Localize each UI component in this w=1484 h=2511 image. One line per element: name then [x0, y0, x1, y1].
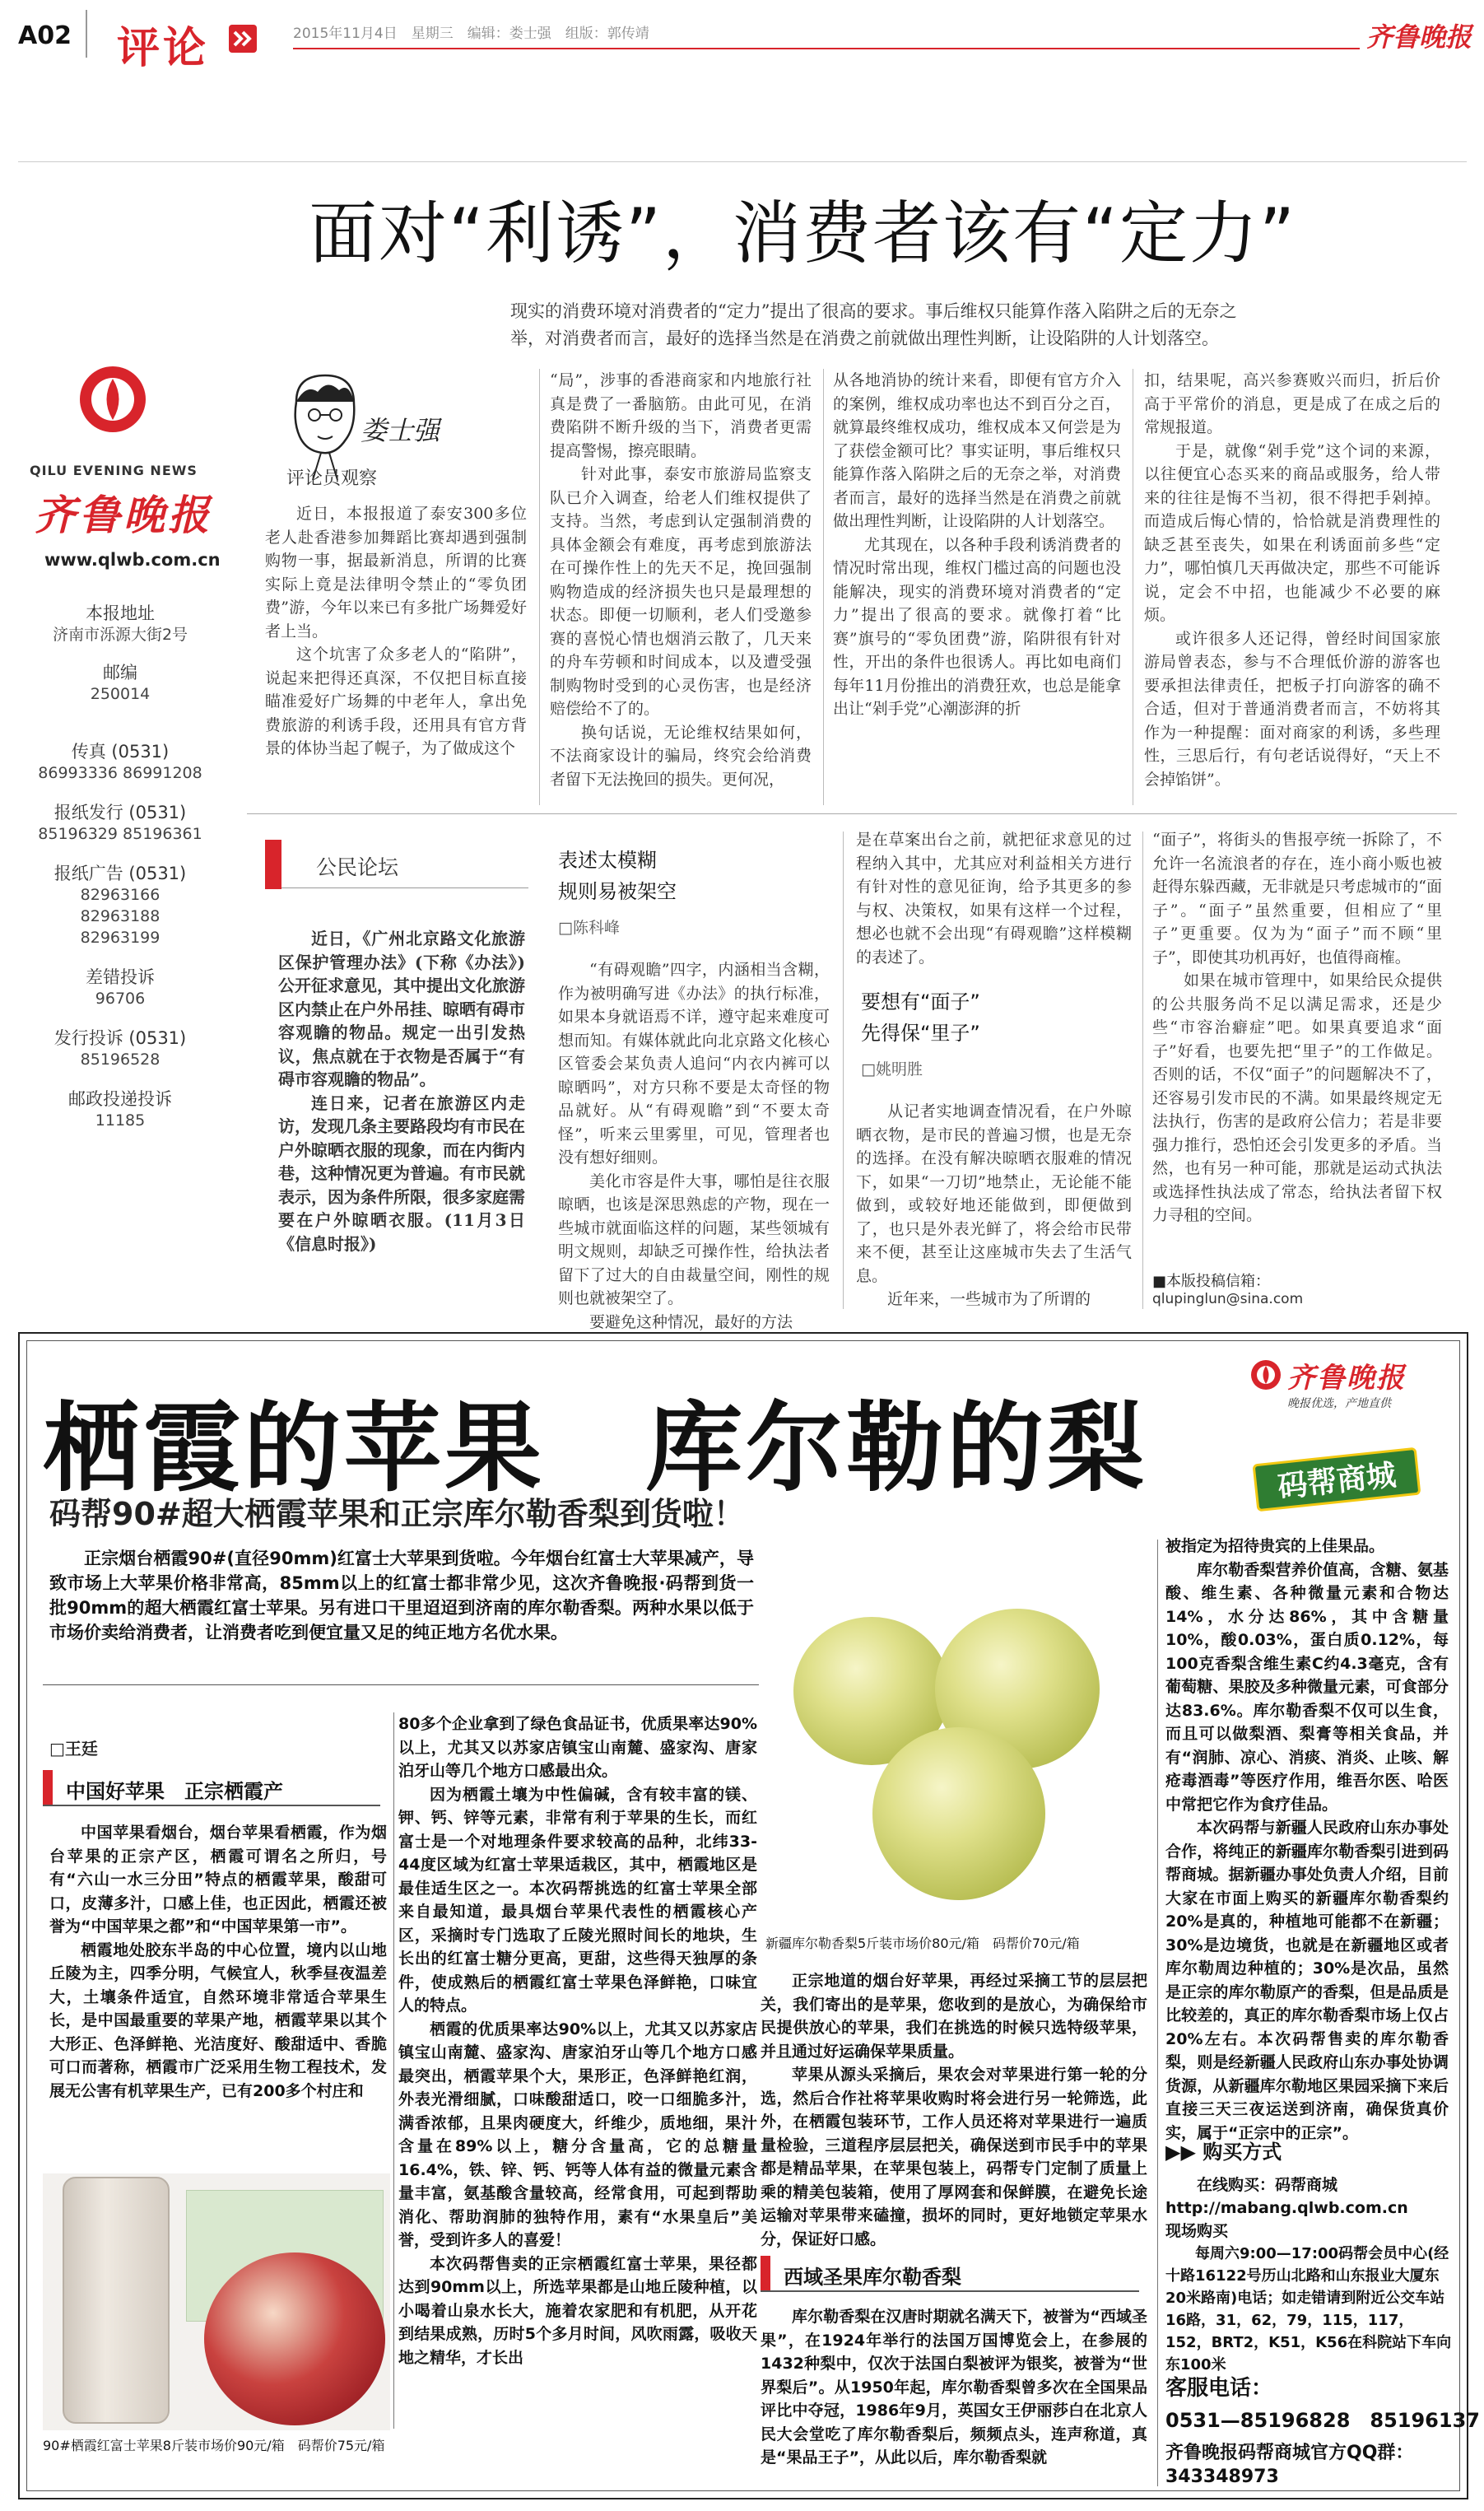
info-address: 本报地址 济南市泺源大街2号 — [52, 603, 188, 644]
forum-art2-body-2: 从记者实地调查情况看，在户外晾晒衣物，是市民的普遍习惯，也是无奈的选择。在没有解决晾晒衣服难的情况下，如果“一刀切”地禁止，无论能不能做到，或较好地还能做到，即便做到了，也只是外表光鲜了，将会给市民带来不便，甚至让这座城市失去了生活气息。 近年来，一些城市为了所谓的 — [856, 1102, 1132, 1308]
column-tag: 评论员观察 — [286, 468, 378, 489]
main-col-1: 近日，本报报道了泰安300多位老人赴香港参加舞蹈比赛却遇到强制购物一事，据最新消息，所谓的比赛实际上竟是法律明令禁止的“零负团费”游，今年以来已有多批广场舞爱好者上当。 这个坑害了众多老人的“陷阱”，说起来把得还真深，不仅把目标直接瞄准爱好广场舞的中老年人，拿出免费旅游的利诱手段，还用具有官方背景的体协当起了幌子，为了做成这个 — [265, 505, 527, 757]
ad-col4-body: 被指定为招待贵宾的上佳果品。 库尔勒香梨营养价值高，含糖、氨基酸、维生素、各种微量元素和合物达14%，水分达86%，其中含糖量10%，酸0.03%，蛋白质0.12%，每100克香梨含维生素C约4.3毫克，含有葡萄糖、果胶及多种微量元素，可食部分达83.6%。库尔勒香梨不仅可以生食，而且可以做梨酒、梨膏等相关食品，并有“润肺、凉心、消痰、消炎、止咳、解疮毒酒毒”等医疗作用，维吾尔医、哈医中常把它作为食疗佳品。 本次码帮与新疆人民政府山东办事处合作，将纯正的新疆库尔勒香梨引进到码帮商城。据新疆办事处负责人介绍，目前大家在市面上购买的新疆库尔勒香梨约20%是真的，种植地可能都不在新疆；30%是边境货，也就是在新疆地区或者库尔勒周边种植的；30%是次品，虽然是正宗的库尔勒原产的香梨，但是品质是比较差的，真正的库尔勒香梨市场上仅占20%左右。本次码帮售卖的库尔勒香梨，则是经新疆人民政府山东办事处协调货源，从新疆库尔勒地区果园采摘下来后直接三天三夜运送到济南，确保货真价实，属于“正宗中的正宗”。 — [1165, 1537, 1449, 2142]
ad-col3-body: 正宗地道的烟台好苹果，再经过采摘工节的层层把关，我们寄出的是苹果，您收到的是放心，为确保给市民提供放心的苹果，我们在挑选的时候只选特级苹果，并且通过好运确保苹果质量。 苹果从源头采摘后，果农会对苹果进行第一轮的分选，然后合作社将苹果收购时将会进行另一轮筛选，此外，在栖霞包装环节，工作人员还将对苹果进行一遍质量检验，三道程序层层把关，确保送到市民手中的苹果都是精品苹果，在苹果包装上，码帮专门定制了质量上乘的精美包装箱，使用了厚网套和保鲜膜，在避免长途运输对苹果带来磕撞，损坏的同时，更好地锁定苹果水分，保证好口感。 — [761, 1972, 1147, 2248]
forum-tag-rule — [281, 887, 528, 888]
brand-cn: 齐鲁晚报 — [35, 491, 212, 539]
purchase-section — [1165, 2137, 1454, 2376]
ad-sec1-body: 中国苹果看烟台，烟台苹果看栖霞，作为烟台苹果的正宗产区，栖霞可谓名之所归，号有“六山一水三分田”特点的栖霞苹果，酸甜可口，皮薄多汁，口感上佳，也正因此，栖霞还被誉为“中国苹果之都”和“中国苹果第一市”。 栖霞地处胶东半岛的中心位置，境内以山地丘陵为主，四季分明，气候宜人，秋季昼夜温差大，土壤条件适宜，自然环境非常适合苹果生长，是中国最重要的苹果产地，栖霞苹果以其个大形正、色泽鲜艳、光洁度好、酸甜适中、香脆可口而著称，栖霞市广泛采用生物工程技术，发展无公害有机苹果生产，已有200多个村庄和 — [49, 1824, 387, 2100]
col-divider-1 — [539, 369, 540, 805]
hotline-label: 客服电话： — [1165, 2376, 1273, 2401]
ad-divider-2 — [1157, 1540, 1158, 2486]
info-postal-complaints: 邮政投递投诉 11185 — [68, 1089, 172, 1130]
forum-art2-title: 要想有“面子” 先得保“里子” — [861, 990, 980, 1045]
header-rule — [293, 48, 1360, 49]
forum-lead: 近日，《广州北京路文化旅游区保护管理办法》(下称《办法》)公开征求意见，其中提出文化旅游区内禁止在户外吊挂、晾晒有碍市容观瞻的物品。规定一出引发热议，焦点就在于衣物是否属于“有碍市容观瞻的物品”。 连日来，记者在旅游区内走访，发现几条主要路段均有市民在户外晾晒衣服的现象，而在内街内巷，这种情况更为普遍。有市民就表示，因为条件所限，很多家庭需要在户外晾晒衣服。(11月3日《信息时报》) — [278, 929, 525, 1254]
forum-tag — [265, 840, 537, 889]
forum-art1-author: □陈科峰 — [558, 919, 620, 937]
ad-logo — [1249, 1355, 1447, 1454]
forum-mail-label: ■本版投稿信箱： — [1152, 1273, 1271, 1290]
purchase-online[interactable]: 在线购买：码帮商城 http://mabang.qlwb.com.cn — [1165, 2176, 1408, 2217]
ad-subtitle: 码帮90#超大栖霞苹果和正宗库尔勒香梨到货啦！ — [49, 1496, 745, 1532]
qq-number: 343348973 — [1165, 2467, 1279, 2487]
forum-tag-label: 公民论坛 — [316, 855, 399, 879]
forum-art1-title: 表述太模糊 规则易被架空 — [558, 849, 677, 903]
col-divider-2 — [823, 369, 824, 805]
info-delivery-complaints: 发行投诉 (0531) 85196528 — [53, 1028, 187, 1069]
mid-rule — [247, 813, 1457, 814]
apple-photo-caption: 90#栖霞红富士苹果8斤装市场价90元/箱 码帮价75元/箱 — [43, 2438, 385, 2453]
ad-divider-1 — [393, 1712, 394, 2429]
forum-art1-body: “有碍观瞻”四字，内涵相当含糊，作为被明确写进《办法》的执行标准，如果本身就语焉不详，遵守起来难度可想而知。有媒体就此向北京路文化核心区管委会某负责人追问“内衣内裤可以晾晒吗”，对方只称不要是太奇怪的物品就好。从“有碍观瞻”到“不要太奇怪”，听来云里雾里，可见，管理者也没有想好细则。 美化市容是件大事，哪怕是往衣服晾晒，也该是深思熟虑的产物，现在一些城市就面临这样的问题，某些领城有明文规则，却缺乏可操作性，给执法者留下了过大的自由裁量空间，刚性的规则也就被架空了。 要避免这种情况，最好的方法 — [558, 961, 830, 1331]
ad-sec1-bar — [43, 1770, 53, 1805]
author-signature: 娄士强 — [361, 415, 440, 446]
page-number: A02 — [18, 21, 72, 50]
info-distribution: 报纸发行 (0531) 85196329 85196361 — [38, 803, 202, 843]
ad-intro-rule — [43, 1684, 759, 1685]
forum-divider-1 — [843, 832, 844, 1309]
double-chevron-right-icon — [229, 25, 257, 53]
brand-en: QILU EVENING NEWS — [30, 463, 198, 478]
ad-sec1-title — [43, 1770, 380, 1806]
section-title: 评论 — [117, 24, 210, 73]
main-lead: 现实的消费环境对消费者的“定力”提出了很高的要求。事后维权只能算作落入陷阱之后的无奈之举，对消费者而言，最好的选择当然是在消费之前就做出理性判断，让设陷阱的人计划落空。 — [510, 301, 1237, 348]
pear-photo — [765, 1597, 1185, 1926]
masthead — [30, 362, 227, 1130]
hotline-number: 0531—85196828 85196137 — [1165, 2409, 1480, 2432]
forum-tag-bar — [265, 840, 281, 889]
info-fax: 传真 (0531) 86993336 86991208 — [38, 742, 202, 782]
header-meta: 2015年11月4日 星期三 编辑：娄士强 组版：郭传靖 — [293, 26, 649, 42]
header-divider — [86, 10, 87, 58]
pear-image-3 — [872, 1727, 1045, 1900]
forum-art3-body: “面子”，将街头的售报亭统一拆除了，不允许一名流浪者的存在，连小商小贩也被赶得东躲西藏，无非就是只考虑城市的“面子”。“面子”虽然重要，但相应了“里子”更重要。仅为为“面子”而不顾“里子”，即使其功机再好，也值得商榷。 如果在城市管理中，如果给民众提供的公共服务尚不足以满足需求，还是少些“市容治癖症”吧。如果真要追求“面子”好看，也要先把“里子”的工作做足。否则的话，不仅“面子”的问题解决不了，还容易引发市民的不满。如果最终规定无法执行，伤害的是政府公信力；若是非要强力推行，恐怕还会引发更多的矛盾。当然，也有另一种可能，那就是运动式执法或选择性执法成了常态，给执法者留下权力寻租的空间。 — [1152, 831, 1442, 1224]
ad-sec2-bar — [761, 2256, 770, 2290]
info-errors: 差错投诉 96706 — [86, 967, 155, 1008]
purchase-title: ▶▶ 购买方式 — [1165, 2141, 1282, 2164]
top-rule — [18, 161, 1467, 162]
ad-logo-sub: 晚报优选，产地直供 — [1287, 1397, 1391, 1410]
header-brand: 齐鲁晚报 — [1366, 21, 1472, 53]
main-col-2: “局”，涉事的香港商家和内地旅行社真是费了一番脑筋。由此可见，在消费陷阱不断升级的当下，消费者更需提高警惕，擦亮眼睛。 针对此事，泰安市旅游局监察支队已介入调查，给老人们维权提供了支持。当然，考虑到认定强制消费的具体金额会有难度，再考虑到旅游法在可操作性上的先天不足，挽回强制购物造成的经济损失也只是最理想的状态。即便一切顺利，老人们受邀参赛的喜悦心情也烟消云散了，几天来的舟车劳顿和时间成本，以及遭受强制购物时受到的心灵伤害，也是经济赔偿给不了的。 换句话说，无论维权结果如何，不法商家设计的骗局，终究会给消费者留下无法挽回的损失。更何况， — [550, 371, 812, 789]
brand-logo — [76, 362, 150, 453]
ad-logo-text: 齐鲁晚报 — [1287, 1362, 1406, 1395]
forum-divider-2 — [1142, 832, 1143, 1309]
qq-label: 齐鲁晚报码帮商城官方QQ群： — [1165, 2443, 1414, 2463]
play-icon: ▶▶ — [1165, 2141, 1196, 2164]
author-cartoon — [263, 369, 461, 492]
ad-title: 栖霞的苹果 库尔勒的梨 — [43, 1391, 1148, 1505]
forum-art2-author: □姚明胜 — [861, 1060, 923, 1078]
ad-col2-body: 80多个企业拿到了绿色食品证书，优质果率达90%以上，尤其又以苏家店镇宝山南麓、盛家沟、唐家泊牙山等几个地方口感最出众。 因为栖霞土壤为中性偏碱，含有较丰富的镁、钾、钙、锌等元素，非常有利于苹果的生长，而红富士是一个对地理条件要求较高的品种，北纬33-44度区域为红富士苹果适栽区，其中，栖霞地区是最佳适生区之一。本次码帮挑选的红富士苹果全部来自最知道，最具烟台苹果代表性的栖霞核心产区，采摘时专门选取了丘陵光照时间长的地块，生长出的红富士糖分更高，更甜，这些得天独厚的条件，使成熟后的栖霞红富士苹果色泽鲜艳，口味宜人的特点。 栖霞的优质果率达90%以上，尤其又以苏家店镇宝山南麓、盛家沟、唐家泊牙山等几个地方口感最突出，栖霞苹果个大，果形正，色泽鲜艳红润，外表光滑细腻，口味酸甜适口，咬一口细脆多汁，满香浓郁，且果肉硬度大，纤维少，质地细，果汁含量在89%以上，糖分含量高，它的总糖量16.4%，铁、锌、钙、钙等人体有益的微量元素含量丰富，氨基酸含量较高，经常食用，可起到帮助消化、帮助润肺的独特作用，素有“水果皇后”美誉，受到许多人的喜爱！ 本次码帮售卖的正宗栖霞红富士苹果，果径都达到90mm以上，所选苹果都是山地丘陵种植，以小喝着山泉水长大，施着农家肥和有机肥，从开花到结果成熟，历时5个多月时间，风吹雨露，吸收天地之精华，才长出 — [398, 1715, 757, 2367]
forum-mail-address: qlupinglun@sina.com — [1152, 1291, 1304, 1307]
ad-sec1-title-text: 中国好苹果 正宗栖霞产 — [66, 1780, 283, 1803]
page-header — [0, 0, 1484, 73]
pear-photo-caption: 新疆库尔勒香梨5斤装市场价80元/箱 码帮价70元/箱 — [765, 1936, 1080, 1951]
main-col-4: 扣，结果呢，高兴参赛败兴而归，折后价高于平常价的消息，更是成了在成之后的常规报道。 于是，就像“剁手党”这个词的来源，以往便宜心态买来的商品或服务，给人带来的往往是悔不当初，很不得把手剁掉。而造成后悔心情的，恰恰就是消费理性的缺乏甚至丧失，如果在利诱面前多些“定力”，哪怕慎几天再做决定，那些不可能诉说，定会不中招，也能减少不必要的麻烦。 或许很多人还记得，曾经时间国家旅游局曾表态，参与不合理低价游的游客也要承担法律责任，把板子打向游客的确不合适，但对于普通消费者而言，不妨将其作为一种提醒：面对商家的利诱，多些理性，三思后行，有句老话说得好，“天上不会掉馅饼”。 — [1144, 371, 1440, 789]
ad-logo-icon — [1249, 1358, 1282, 1391]
info-ads: 报纸广告 (0531) 82963166 82963188 82963199 — [53, 864, 187, 947]
purchase-offline-label: 现场购买 — [1165, 2222, 1229, 2240]
ad-byline: □王廷 — [49, 1739, 98, 1759]
purchase-offline: 每周六9:00—17:00码帮会员中心(经十路16122号历山北路和山东报业大厦东20米路南)电话；如走错请到附近公交车站16路，31，62，79，115，117，152，BRT2，K51，K56在科院站下车向东100米 — [1165, 2245, 1452, 2374]
masthead-info — [30, 603, 211, 1131]
ad-intro: 正宗烟台栖霞90#(直径90mm)红富士大苹果到货啦。今年烟台红富士大苹果减产，导致市场上大苹果价格非常高，85mm以上的红富士都非常少见，这次齐鲁晚报·码帮到货一批90mm的超大栖霞红富士苹果。另有进口干里迢迢到济南的库尔勒香梨。两种水果以低于市场价卖给消费者，让消费者吃到便宜量又足的纯正地方名优水果。 — [49, 1549, 754, 1642]
main-title: 面对“利诱”，消费者该有“定力” — [309, 193, 1296, 273]
ad-sec2-body: 库尔勒香梨在汉唐时期就名满天下，被誉为“西域圣果”，在1924年举行的法国万国博览会上，在参展的1432种梨中，仅次于法国白梨被评为银奖，被誉为“世界梨后”。从1950年起，库尔勒香梨曾多次在全国果品评比中夺冠，1986年9月，英国女王伊丽莎白在北京人民大会堂吃了库尔勒香梨后，频频点头，连声称道，真是“果品王子”，从此以后，库尔勒香梨就 — [761, 2308, 1147, 2467]
phone-image — [63, 2177, 170, 2424]
ad-sec2-title-text: 西域圣果库尔勒香梨 — [784, 2266, 961, 2289]
forum-art2-body: 是在草案出台之前，就把征求意见的过程纳入其中，尤其应对利益相关方进行有针对性的意见征询，给予其更多的参与权、决策权，如果有这样一个过程，想必也就不会出现“有碍观瞻”这样模糊的表述了。 — [856, 831, 1132, 967]
apple-image — [204, 2252, 385, 2425]
brand-url: www.qlwb.com.cn — [44, 550, 221, 570]
ad-sec2-title — [761, 2256, 1139, 2292]
main-col-3: 从各地消协的统计来看，即便有官方介入的案例，维权成功率也达不到百分之百，就算最终维权成功，维权成本又何尝是为了获偿金额可比？事实证明，事后维权只能算作落入陷阱之后的无奈之举，对消费者而言，最好的选择当然是在消费之前就做出理性判断，让设陷阱的人计划落空。 尤其现在，以各种手段利诱消费者的情况时常出现，维权门槛过高的问题也没能解决，现实的消费环境对消费者的“定力”提出了很高的要求。就像打着“比赛”旗号的“零负团费”游，陷阱很有针对性，开出的条件也很诱人。再比如电商们每年11月份推出的消费狂欢，也总是能拿出让“剁手党”心潮澎湃的折 — [833, 371, 1121, 718]
apple-photo — [43, 2173, 390, 2430]
mabang-mall-badge: 码帮商城 — [1253, 1447, 1421, 1512]
info-postcode: 邮编 250014 — [90, 663, 151, 703]
